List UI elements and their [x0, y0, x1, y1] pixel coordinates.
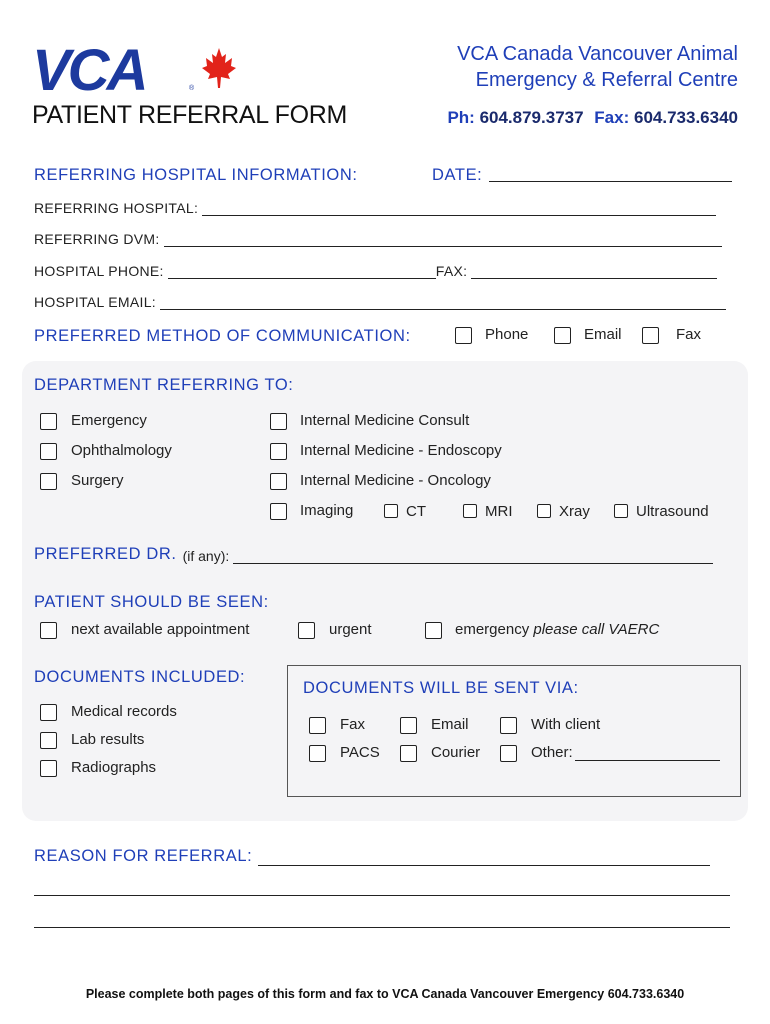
phone-value: 604.879.3737: [479, 108, 584, 127]
reason-field-1[interactable]: [258, 852, 710, 866]
dept-ophthalmology-label: Ophthalmology: [71, 442, 172, 459]
hospital-phone-label: HOSPITAL PHONE:: [34, 263, 164, 279]
seen-next-label: next available appointment: [71, 621, 250, 638]
hospital-email-label: HOSPITAL EMAIL:: [34, 294, 156, 310]
dept-imaging-label: Imaging: [300, 502, 354, 519]
vca-logo-graphic: [32, 44, 242, 96]
doc-lab-results-checkbox[interactable]: [40, 732, 57, 749]
dept-im-oncology-label: Internal Medicine - Oncology: [300, 472, 491, 489]
seen-heading: PATIENT SHOULD BE SEEN:: [34, 593, 269, 611]
vca-logo: [32, 44, 242, 96]
seen-emergency-label: [455, 621, 659, 638]
preferred-dr-field[interactable]: [233, 550, 713, 564]
clinic-name-line2: Emergency & Referral Centre: [475, 69, 738, 91]
dept-surgery-checkbox[interactable]: [40, 473, 57, 490]
seen-next-checkbox[interactable]: [40, 622, 57, 639]
imaging-xray-checkbox[interactable]: [537, 504, 551, 518]
date-field[interactable]: [489, 168, 732, 182]
comm-phone-label: Phone: [485, 326, 529, 343]
sent-with-client-label: With client: [531, 716, 601, 733]
hospital-phone-row: [34, 263, 717, 279]
preferred-dr-note: (if any):: [182, 548, 230, 564]
imaging-ct-label: CT: [406, 503, 426, 520]
clinic-contact: [447, 108, 738, 128]
reason-field-3[interactable]: [34, 914, 730, 928]
dept-im-endoscopy-checkbox[interactable]: [270, 443, 287, 460]
registered-mark: ®: [189, 85, 195, 92]
hospital-email-field[interactable]: [160, 296, 726, 310]
sent-pacs-checkbox[interactable]: [309, 745, 326, 762]
seen-urgent-checkbox[interactable]: [298, 622, 315, 639]
doc-radiographs-label: Radiographs: [71, 759, 157, 776]
hospital-email-row: [34, 294, 726, 310]
sent-email-label: Email: [431, 716, 469, 733]
comm-email-checkbox[interactable]: [554, 327, 571, 344]
imaging-ultrasound-checkbox[interactable]: [614, 504, 628, 518]
phone-label: Ph:: [447, 108, 475, 127]
sent-other-field[interactable]: [575, 747, 720, 761]
referring-dvm-field[interactable]: [164, 233, 722, 247]
imaging-mri-label: MRI: [485, 503, 513, 520]
department-heading: DEPARTMENT REFERRING TO:: [34, 376, 294, 394]
sent-courier-checkbox[interactable]: [400, 745, 417, 762]
dept-im-consult-label: Internal Medicine Consult: [300, 412, 470, 429]
referring-hospital-label: REFERRING HOSPITAL:: [34, 200, 199, 216]
reason-heading: REASON FOR REFERRAL:: [34, 847, 253, 865]
sent-other-row: [531, 744, 720, 761]
sent-via-heading: DOCUMENTS WILL BE SENT VIA:: [303, 679, 579, 697]
imaging-xray-label: Xray: [559, 503, 590, 520]
dept-emergency-checkbox[interactable]: [40, 413, 57, 430]
documents-heading: DOCUMENTS INCLUDED:: [34, 668, 246, 686]
dept-surgery-label: Surgery: [71, 472, 124, 489]
fax-label: Fax:: [594, 108, 630, 127]
seen-emergency-text: emergency: [455, 621, 530, 638]
dept-emergency-label: Emergency: [71, 412, 147, 429]
imaging-mri-checkbox[interactable]: [463, 504, 477, 518]
reason-row: [34, 847, 710, 866]
referring-heading: REFERRING HOSPITAL INFORMATION:: [34, 166, 358, 184]
sent-fax-checkbox[interactable]: [309, 717, 326, 734]
hospital-fax-field[interactable]: [471, 265, 717, 279]
clinic-name-line1: VCA Canada Vancouver Animal: [457, 43, 738, 65]
referring-hospital-row: [34, 200, 716, 216]
seen-urgent-label: urgent: [329, 621, 372, 638]
hospital-phone-field[interactable]: [168, 265, 436, 279]
imaging-ct-checkbox[interactable]: [384, 504, 398, 518]
dept-im-oncology-checkbox[interactable]: [270, 473, 287, 490]
doc-medical-records-label: Medical records: [71, 703, 177, 720]
comm-fax-checkbox[interactable]: [642, 327, 659, 344]
form-title: PATIENT REFERRAL FORM: [32, 101, 348, 129]
comm-phone-checkbox[interactable]: [455, 327, 472, 344]
reason-field-2[interactable]: [34, 882, 730, 896]
seen-emergency-note: please call VAERC: [533, 621, 660, 638]
dept-im-endoscopy-label: Internal Medicine - Endoscopy: [300, 442, 502, 459]
comm-email-label: Email: [584, 326, 622, 343]
footer-note: Please complete both pages of this form and fax to VCA Canada Vancouver Emergency 604.733.6340: [85, 987, 685, 1001]
sent-with-client-checkbox[interactable]: [500, 717, 517, 734]
preferred-dr-row: [34, 545, 713, 564]
sent-other-checkbox[interactable]: [500, 745, 517, 762]
sent-courier-label: Courier: [431, 744, 481, 761]
preferred-dr-label: PREFERRED DR.: [34, 545, 177, 563]
sent-email-checkbox[interactable]: [400, 717, 417, 734]
imaging-ultrasound-label: Ultrasound: [636, 503, 709, 520]
logo-text: VCA: [32, 44, 146, 96]
referring-dvm-label: REFERRING DVM:: [34, 231, 160, 247]
dept-imaging-checkbox[interactable]: [270, 503, 287, 520]
dept-im-consult-checkbox[interactable]: [270, 413, 287, 430]
referring-hospital-field[interactable]: [202, 202, 716, 216]
sent-fax-label: Fax: [340, 716, 366, 733]
referring-dvm-row: [34, 231, 722, 247]
sent-pacs-label: PACS: [340, 744, 380, 761]
hospital-fax-label: FAX:: [435, 263, 468, 279]
seen-emergency-checkbox[interactable]: [425, 622, 442, 639]
doc-medical-records-checkbox[interactable]: [40, 704, 57, 721]
maple-leaf-icon: [202, 48, 236, 88]
sent-other-label: Other:: [531, 744, 573, 761]
communication-heading: PREFERRED METHOD OF COMMUNICATION:: [34, 327, 411, 345]
doc-radiographs-checkbox[interactable]: [40, 760, 57, 777]
date-label: DATE:: [432, 166, 483, 184]
doc-lab-results-label: Lab results: [71, 731, 145, 748]
fax-value: 604.733.6340: [634, 108, 738, 127]
dept-ophthalmology-checkbox[interactable]: [40, 443, 57, 460]
comm-fax-label: Fax: [676, 326, 702, 343]
